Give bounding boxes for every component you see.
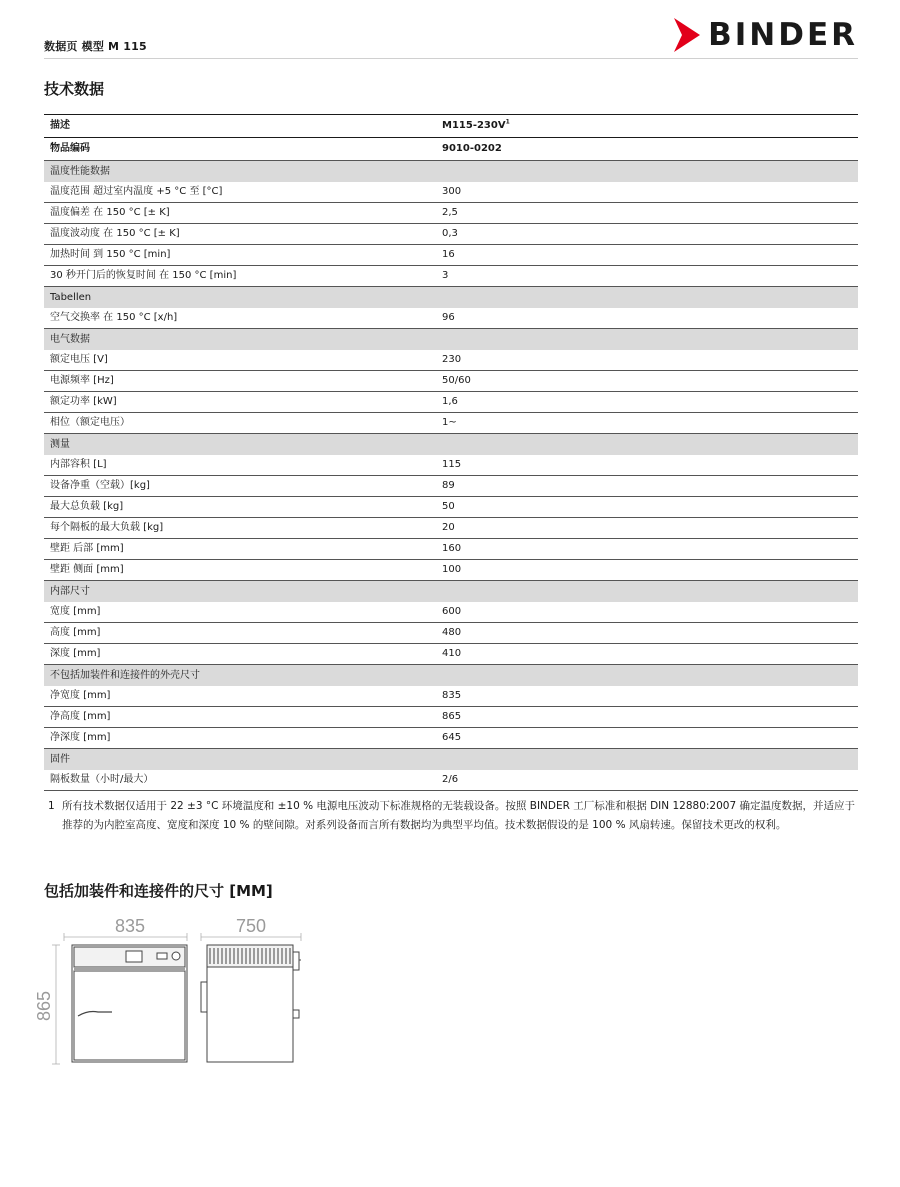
- table-row: [44, 308, 858, 329]
- table-row-value: 1~: [442, 417, 457, 428]
- document-label: 数据页 模型 M 115: [44, 40, 147, 53]
- table-row: [44, 476, 858, 497]
- table-row-value: 50: [442, 501, 455, 512]
- table-row-value: 480: [442, 627, 462, 638]
- table-row-value: [436, 434, 858, 455]
- table-row-label: 高度 [mm]: [50, 627, 101, 638]
- table-row: [44, 497, 858, 518]
- height-dimension-label: 865: [34, 990, 54, 1022]
- table-row-value: 2,5: [442, 207, 458, 218]
- front-view: [72, 945, 187, 1062]
- table-row: [44, 203, 858, 224]
- table-row: [44, 686, 858, 707]
- table-row-label: 最大总负载 [kg]: [50, 501, 124, 512]
- table-header-value-text: M115-230V: [442, 120, 506, 131]
- table-group-row: [44, 329, 858, 350]
- table-row-label: 电源频率 [Hz]: [50, 375, 114, 386]
- table-group-row: [44, 287, 858, 308]
- table-row: [44, 224, 858, 245]
- table-row-label: 相位（额定电压）: [50, 417, 130, 428]
- page-header: [44, 18, 858, 59]
- side-view: [201, 945, 301, 1062]
- table-group-label: Tabellen: [50, 292, 92, 303]
- table-row-label: 每个隔板的最大负载 [kg]: [50, 522, 164, 533]
- table-row-value: [436, 161, 858, 182]
- section-title-dimensions: 包括加装件和连接件的尺寸 [MM]: [44, 882, 273, 900]
- table-row-label: 额定功率 [kW]: [50, 396, 117, 407]
- table-row-value: 410: [442, 648, 462, 659]
- table-group-row: [44, 749, 858, 770]
- table-row-value: 865: [442, 711, 462, 722]
- table-row-label: 深度 [mm]: [50, 648, 101, 659]
- table-row: [44, 623, 858, 644]
- table-row: [44, 770, 858, 791]
- table-row-label: 宽度 [mm]: [50, 606, 101, 617]
- table-header-value-text: 9010-0202: [442, 143, 502, 154]
- table-row-value: 835: [442, 690, 462, 701]
- table-group-row: [44, 434, 858, 455]
- table-row-value: 0,3: [442, 228, 458, 239]
- table-row-label: 温度波动度 在 150 °C [± K]: [50, 228, 180, 239]
- table-row-value: [436, 329, 858, 350]
- table-row-label: 净高度 [mm]: [50, 711, 111, 722]
- table-row-label: 空气交换率 在 150 °C [x/h]: [50, 312, 178, 323]
- table-row-label: 设备净重（空载）[kg]: [50, 480, 150, 491]
- footnote: [44, 797, 858, 835]
- table-row-label: 30 秒开门后的恢复时间 在 150 °C [min]: [50, 270, 237, 281]
- table-header-value: [436, 115, 858, 137]
- table-header-label: 描述: [50, 120, 70, 131]
- table-row: [44, 350, 858, 371]
- table-row-label: 净宽度 [mm]: [50, 690, 111, 701]
- table-row-label: 温度范围 超过室内温度 +5 °C 至 [°C]: [50, 186, 223, 197]
- table-row-label: 温度偏差 在 150 °C [± K]: [50, 207, 170, 218]
- table-row-label: 壁距 侧面 [mm]: [50, 564, 124, 575]
- table-row-label: 隔板数量（小时/最大）: [50, 774, 154, 785]
- brand-logo: [674, 18, 858, 52]
- table-header-row: [44, 115, 858, 138]
- depth-dimension-label: 750: [235, 916, 267, 936]
- table-row: [44, 182, 858, 203]
- table-row-value: 300: [442, 186, 462, 197]
- table-row-value: 3: [442, 270, 449, 281]
- brand-name: BINDER: [708, 17, 858, 53]
- table-group-row: [44, 161, 858, 182]
- table-row: [44, 392, 858, 413]
- table-row-value: 96: [442, 312, 455, 323]
- table-row: [44, 413, 858, 434]
- table-row-value: 1,6: [442, 396, 458, 407]
- dimension-drawing: [30, 912, 320, 1072]
- table-row: [44, 518, 858, 539]
- table-header-label: 物品编码: [50, 143, 90, 154]
- table-group-label: 温度性能数据: [50, 166, 110, 177]
- table-group-label: 测量: [50, 439, 70, 450]
- table-row-label: 额定电压 [V]: [50, 354, 108, 365]
- table-row-value: 100: [442, 564, 462, 575]
- table-row: [44, 644, 858, 665]
- binder-logo-mark: [674, 18, 700, 52]
- footnote-number: 1: [48, 800, 55, 812]
- table-row-value: 2/6: [442, 774, 459, 785]
- table-row: [44, 455, 858, 476]
- footnote-text: 所有技术数据仅适用于 22 ±3 °C 环境温度和 ±10 % 电源电压波动下标准规格的无装载设备。按照 BINDER 工厂标准和根据 DIN 12880:2007 确定温度数据，并适应于推荐的为内腔室高度、宽度和深度 10 % 的壁间隙。对系列设备而言所有数据均为典型平均值。技术数据假设的是 100 % 风扇转速。保留技术更改的权利。: [62, 800, 855, 831]
- table-row-label: 净深度 [mm]: [50, 732, 111, 743]
- table-row-value: 20: [442, 522, 455, 533]
- table-row-value: [436, 581, 858, 602]
- table-row: [44, 371, 858, 392]
- table-row: [44, 266, 858, 287]
- table-row-value: 89: [442, 480, 455, 491]
- table-group-row: [44, 581, 858, 602]
- table-row: [44, 707, 858, 728]
- table-group-label: 固件: [50, 754, 70, 765]
- table-group-row: [44, 665, 858, 686]
- table-row-value: 50/60: [442, 375, 471, 386]
- table-row-value: 645: [442, 732, 462, 743]
- table-row-label: 内部容积 [L]: [50, 459, 107, 470]
- table-header-row: [44, 138, 858, 161]
- table-row-value: 16: [442, 249, 455, 260]
- table-row: [44, 245, 858, 266]
- spec-table: [44, 114, 858, 791]
- table-header-value: [436, 138, 858, 160]
- table-row-value: 230: [442, 354, 462, 365]
- table-row: [44, 728, 858, 749]
- table-row: [44, 539, 858, 560]
- table-group-label: 不包括加装件和连接件的外壳尺寸: [50, 670, 200, 681]
- table-row: [44, 560, 858, 581]
- table-row-label: 壁距 后部 [mm]: [50, 543, 124, 554]
- table-row: [44, 602, 858, 623]
- footnote-reference: 1: [505, 118, 510, 126]
- table-row-label: 加热时间 到 150 °C [min]: [50, 249, 171, 260]
- section-title-technical-data: 技术数据: [44, 80, 105, 98]
- table-row-value: 600: [442, 606, 462, 617]
- table-row-value: [436, 665, 858, 686]
- width-dimension-label: 835: [114, 916, 146, 936]
- table-row-value: [436, 287, 858, 308]
- table-group-label: 电气数据: [50, 334, 90, 345]
- table-row-value: 160: [442, 543, 462, 554]
- table-group-label: 内部尺寸: [50, 586, 90, 597]
- table-row-value: 115: [442, 459, 462, 470]
- table-row-value: [436, 749, 858, 770]
